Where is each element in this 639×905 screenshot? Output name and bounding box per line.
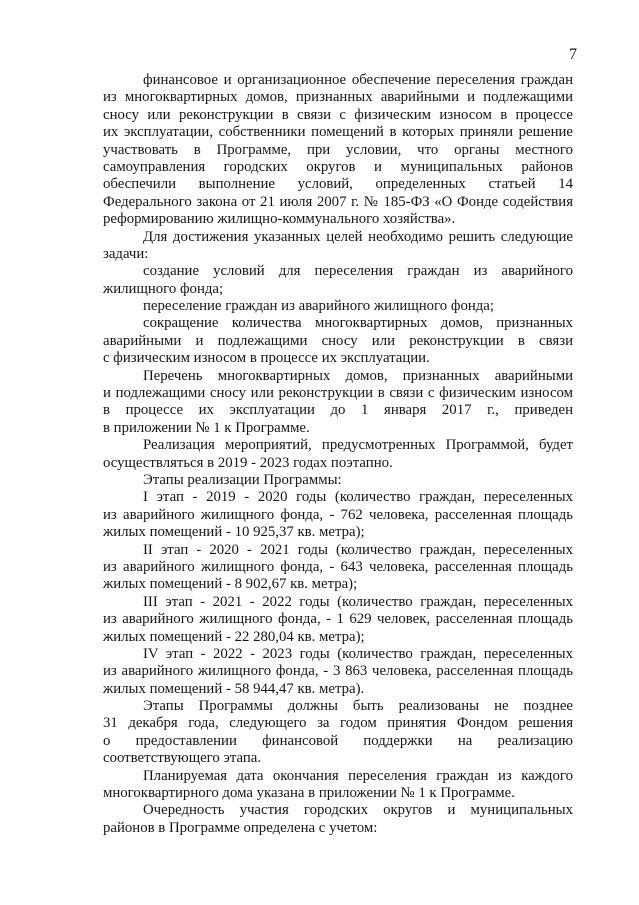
text-line: Планируемая дата окончания переселения граждан из каждого (143, 767, 573, 784)
paragraph (103, 229, 573, 264)
text-line: финансовое и организационное обеспечение переселения граждан (143, 72, 573, 88)
page-number: 7 (569, 46, 577, 63)
document-body (103, 72, 573, 837)
text-line: участвовать в Программе, при условии, что органы местного (103, 141, 573, 158)
paragraph (103, 72, 573, 229)
paragraph (103, 489, 573, 541)
text-line: создание условий для переселения граждан из аварийного (143, 263, 573, 280)
paragraph (103, 263, 573, 298)
text-line: о предоставлении финансовой поддержки на реализацию (103, 732, 573, 749)
text-line: жилищного фонда; (103, 280, 224, 297)
text-line: самоуправления городских округов и муниципальных районов (103, 158, 573, 175)
paragraph (103, 698, 573, 768)
text-line: из аварийного жилищного фонда, - 643 человека, расселенная площадь (103, 558, 573, 575)
paragraph (103, 437, 573, 472)
text-line: сокращение количества многоквартирных домов, признанных (143, 315, 573, 332)
text-line: Очередность участия городских округов и муниципальных (143, 802, 573, 819)
text-line: III этап - 2021 - 2022 годы (количество граждан, переселенных (143, 593, 573, 610)
text-line: Реализация мероприятий, предусмотренных Программой, будет (143, 437, 573, 454)
paragraph (103, 802, 573, 837)
paragraph (103, 368, 573, 438)
text-line: Этапы Программы должны быть реализованы не позднее (143, 698, 573, 715)
paragraph (103, 472, 573, 489)
text-line: из аварийного жилищного фонда, - 1 629 человек, расселенная площадь (103, 611, 573, 628)
text-line: их эксплуатации, собственники помещений в которых приняли решение (103, 124, 573, 141)
text-line: жилых помещений - 10 925,37 кв. метра); (103, 524, 365, 541)
text-line: сносу или реконструкции в связи с физическим износом в процессе (103, 106, 573, 123)
text-line: Перечень многоквартирных домов, признанных аварийными (143, 367, 573, 384)
text-line: I этап - 2019 - 2020 годы (количество граждан, переселенных (143, 489, 573, 506)
text-line: из аварийного жилищного фонда, - 3 863 человека, расселенная площадь (103, 663, 573, 680)
text-line: соответствующего этапа. (103, 750, 262, 767)
text-line: осуществляться в 2019 - 2023 годах поэтапно. (103, 454, 393, 471)
text-line: Для достижения указанных целей необходимо решить следующие (143, 228, 573, 245)
text-line: Федерального закона от 21 июля 2007 г. № 185-ФЗ «О Фонде содействия (103, 193, 573, 210)
text-line: жилых помещений - 8 902,67 кв. метра); (103, 576, 358, 593)
text-line: Этапы реализации Программы: (143, 471, 342, 488)
text-line: из многоквартирных домов, признанных аварийными и подлежащими (103, 89, 573, 106)
text-line: многоквартирного дома указана в приложении № 1 к Программе. (103, 785, 515, 802)
paragraph (103, 315, 573, 367)
text-line: и подлежащими сносу или реконструкции в связи с физическим износом (103, 385, 573, 402)
text-line: из аварийного жилищного фонда, - 762 человека, расселенная площадь (103, 506, 573, 523)
paragraph (103, 594, 573, 646)
paragraph (103, 542, 573, 594)
text-line: II этап - 2020 - 2021 годы (количество граждан, переселенных (143, 541, 573, 558)
text-line: в процессе их эксплуатации до 1 января 2017 г., приведен (103, 402, 573, 419)
paragraph (103, 298, 573, 315)
paragraph (103, 768, 573, 803)
text-line: 31 декабря года, следующего за годом принятия Фондом решения (103, 715, 573, 732)
text-line: районов в Программе определена с учетом: (103, 819, 378, 836)
paragraph (103, 646, 573, 698)
text-line: переселение граждан из аварийного жилищного фонда; (143, 298, 494, 315)
text-line: реформированию жилищно-коммунального хозяйства». (103, 211, 456, 228)
text-line: жилых помещений - 58 944,47 кв. метра). (103, 680, 365, 697)
text-line: IV этап - 2022 - 2023 годы (количество граждан, переселенных (143, 645, 573, 662)
text-line: задачи: (103, 245, 149, 262)
text-line: аварийными и подлежащими сносу или реконструкции в связи (103, 332, 573, 349)
text-line: жилых помещений - 22 280,04 кв. метра); (103, 628, 365, 645)
text-line: в приложении № 1 к Программе. (103, 419, 310, 436)
text-line: с физическим износом в процессе их эксплуатации. (103, 350, 430, 367)
text-line: обеспечили выполнение условий, определенных статьей 14 (103, 176, 573, 193)
